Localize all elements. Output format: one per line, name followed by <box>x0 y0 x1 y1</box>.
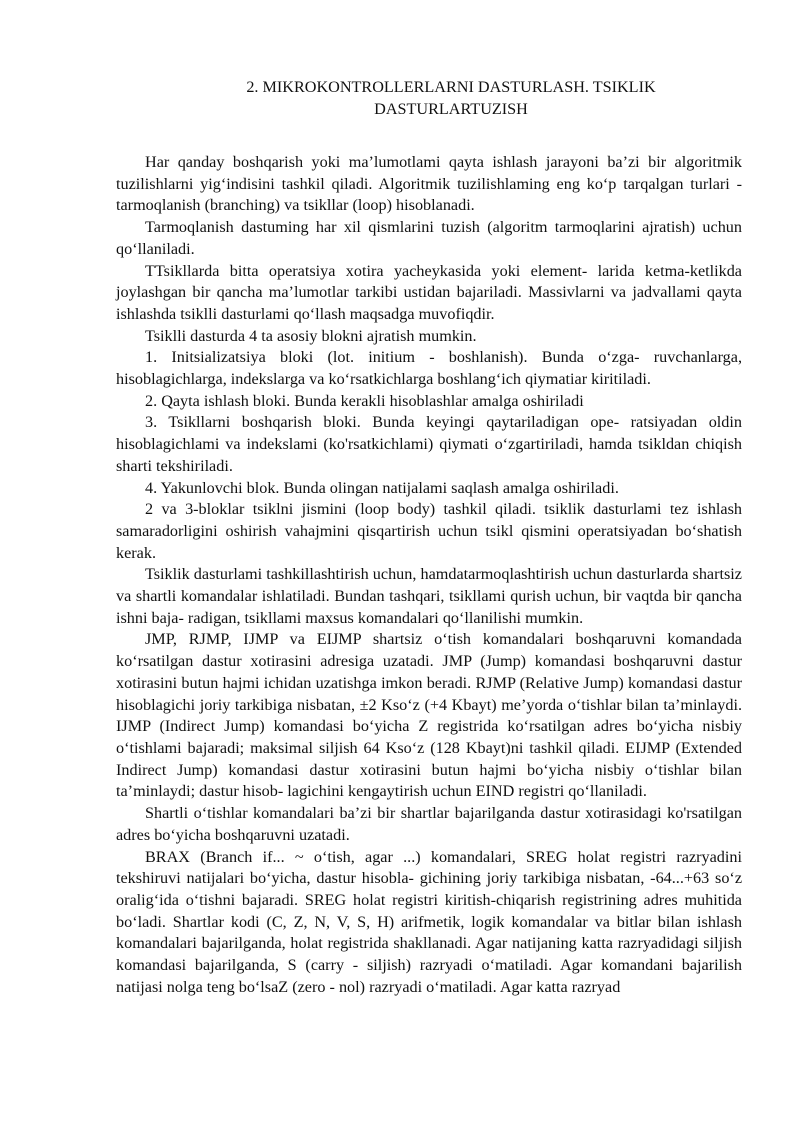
paragraph: 3. Tsikllarni boshqarish bloki. Bunda keyingi qaytariladigan ope- ratsiyadan oldin hisoblagichlami va indekslami (ko'rsatkichlami) qiymati o‘zgartiriladi, hamda tsikldan chiqish sharti tekshiriladi. <box>116 413 742 475</box>
section-title-line-1: 2. MIKROKONTROLLERLARNI DASTURLASH. TSIKLIK <box>246 78 656 96</box>
section-title-line-2: DASTURLARTUZISH <box>374 100 528 118</box>
paragraph: 2 va 3-bloklar tsiklni jismini (loop body) tashkil qiladi. tsiklik dasturlami tez ishlash samaradorligini oshirish vahajmini qisqartirish uchun tsikl qismini operatsiyadan bo‘shatish kerak. <box>116 500 742 562</box>
paragraph: TTsikllarda bitta operatsiya xotira yacheykasida yoki element- larida ketma-ketlikda joylashgan bir qancha ma’lumotlar tarkibi ustidan bajariladi. Massivlarni va jadvallami qayta ishlashda tsiklli dasturlami qo‘llash maqsadga muvofiqdir. <box>116 261 742 323</box>
paragraph: Tsiklik dasturlami tashkillashtirish uchun, hamdatarmoqlashtirish uchun dasturlarda shartsiz va shartli komandalar ishlatiladi. Bundan tashqari, tsikllami qurish uchun, bir vaqtda bir qancha ishni baja- radigan, tsikllami maxsus komandalari qo‘llanilishi mumkin. <box>116 565 742 627</box>
paragraph: 4. Yakunlovchi blok. Bunda olingan natijalami saqlash amalga oshiriladi. <box>145 478 619 497</box>
paragraph: Shartli o‘tishlar komandalari ba’zi bir shartlar bajarilganda dastur xotirasidagi ko'rsatilgan adres bo‘yicha boshqaruvni uzatadi. <box>116 804 742 844</box>
paragraph: 2. Qayta ishlash bloki. Bunda kerakli hisoblashlar amalga oshiriladi <box>145 391 584 410</box>
paragraph: Har qanday boshqarish yoki ma’lumotlami qayta ishlash jarayoni ba’zi bir algoritmik tuzilishlarni yig‘indisini tashkil qiladi. Algoritmik tuzilishlaming eng ko‘p tarqalgan turlari - tarmoqlanish (branching) va tsikllar (loop) hisoblanadi. <box>116 153 742 215</box>
paragraph: JMP, RJMP, IJMP va EIJMP shartsiz o‘tish komandalari boshqaruvni komandada ko‘rsatilgan dastur xotirasini adresiga uzatadi. JMP (Jump) komandasi boshqaruvni dastur xotirasini butun hajmi ichidan uzatishga imkon beradi. RJMP (Relative Jump) komandasi dastur hisoblagichi joriy tarkibiga nisbatan, ±2 Kso‘z (+4 Kbayt) me’yorda o‘tishlar bilan ta’minlaydi. IJMP (Indirect Jump) komandasi bo‘yicha Z registrida ko‘rsatilgan adres bo‘yicha nisbiy o‘tishlami bajaradi; maksimal siljish 64 Kso‘z (128 Kbayt)ni tashkil qiladi. EIJMP (Extended Indirect Jump) komandasi dastur xotirasini butun hajmi bo‘yicha nisbiy o‘tishlar bilan ta’minlaydi; dastur hisob- lagichini kengaytirish uchun EIND registri qo‘llaniladi. <box>116 630 742 801</box>
paragraph: Tsiklli dasturda 4 ta asosiy blokni ajratish mumkin. <box>145 326 477 345</box>
section-title <box>160 76 742 120</box>
paragraph: 1. Initsializatsiya bloki (lot. initium - boshlanish). Bunda o‘zga- ruvchanlarga, hisoblagichlarga, indekslarga va ko‘rsatkichlarga boshlang‘ich qiymatiar kiritiladi. <box>116 348 742 389</box>
paragraph: BRAX (Branch if... ~ o‘tish, agar ...) komandalari, SREG holat registri razryadini tekshiruvi natijalari bo‘yicha, dastur hisobla- gichining joriy tarkibiga nisbatan, -64...+63 so‘z oralig‘ida o‘tishni bajaradi. SREG holat registri kiritish-chiqarish registrining adres muhitida bo‘ladi. Shartlar kodi (C, Z, N, V, S, H) arifmetik, logik komandalar va bitlar bilan ishlash komandalari bajarilganda, holat registrida shakllanadi. Agar natijaning katta razryadidagi siljish komandasi bajarilganda, S (carry - siljish) razryadi o‘matiladi. Agar komandani bajarilish natijasi nolga teng bo‘lsaZ (zero - nol) razryadi o‘matiladi. Agar katta razryad <box>116 847 742 996</box>
body-text <box>116 152 742 998</box>
paragraph: Tarmoqlanish dastuming har xil qismlarini tuzish (algoritm tarmoqlarini ajratish) uchun qo‘llaniladi. <box>116 218 742 258</box>
document-page <box>116 76 742 998</box>
